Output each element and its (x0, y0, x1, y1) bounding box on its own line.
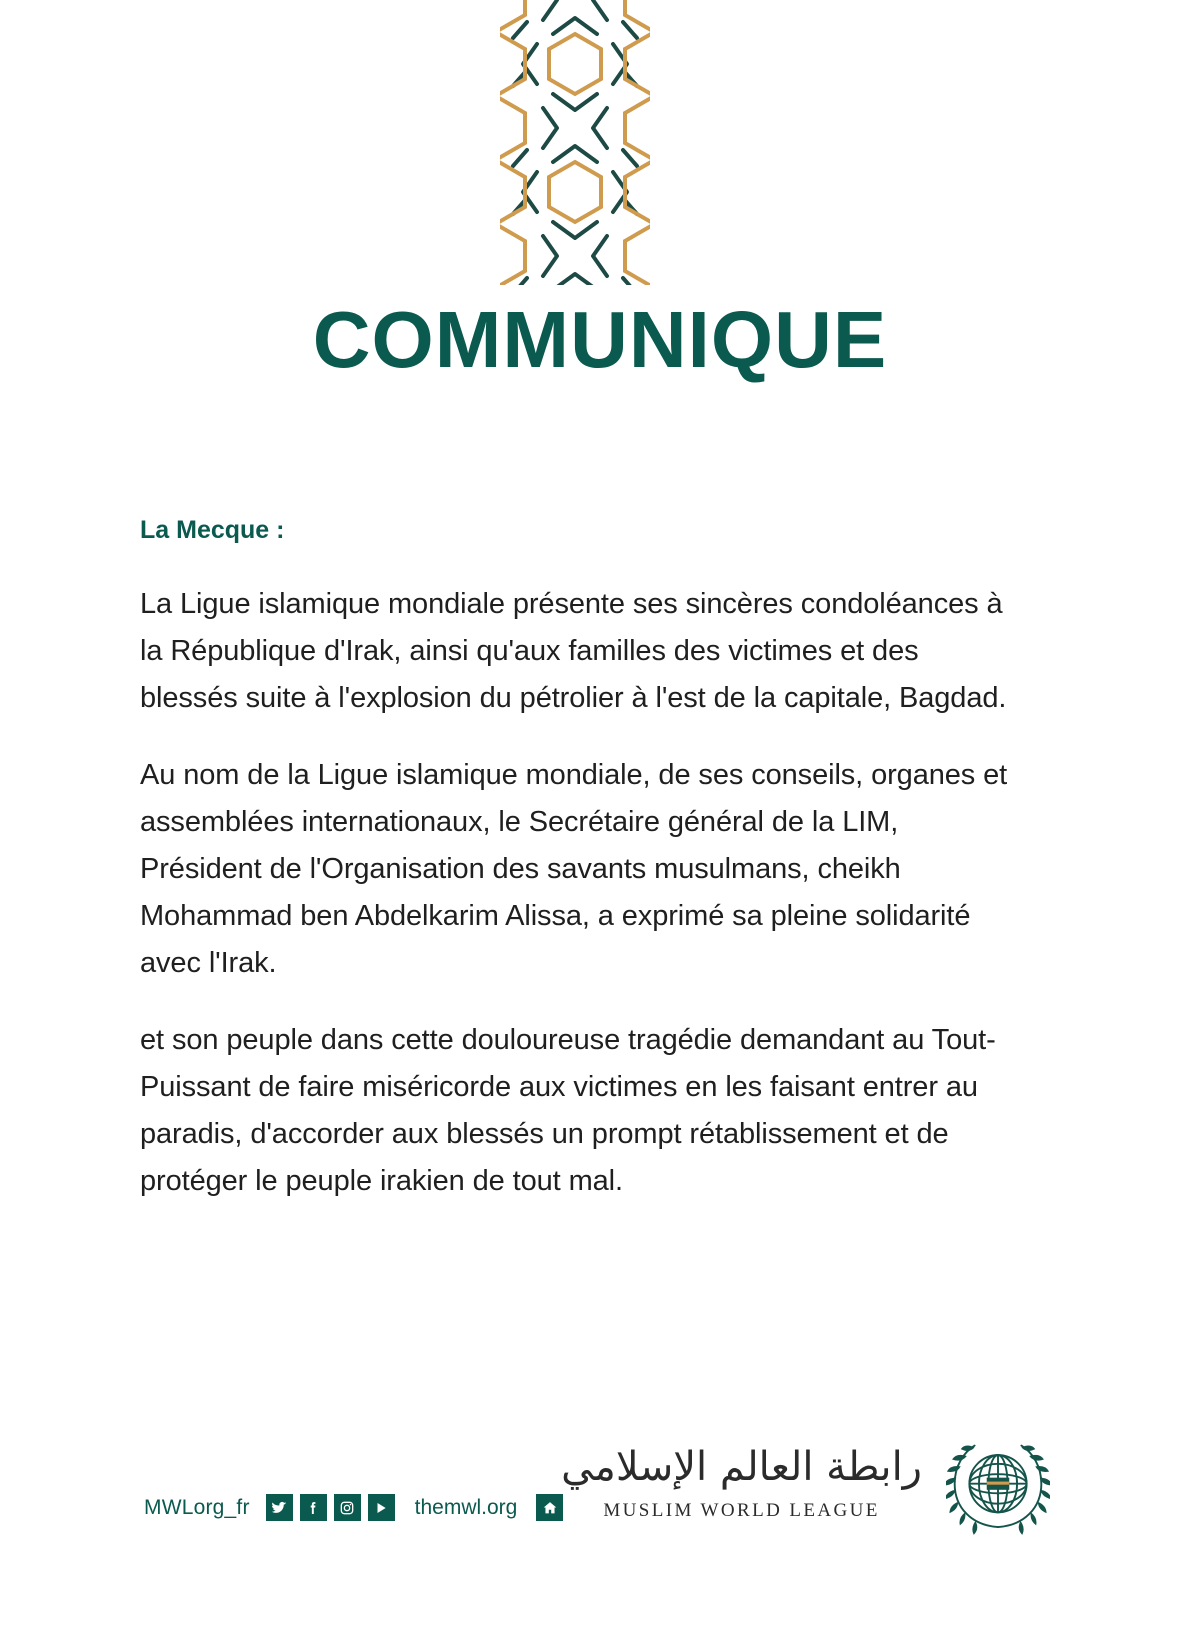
website-url: themwl.org (414, 1495, 518, 1519)
twitter-icon[interactable] (266, 1494, 293, 1521)
mwl-latin-name: MUSLIM WORLD LEAGUE (603, 1500, 880, 1521)
play-triangle-glyph (374, 1501, 388, 1515)
mwl-logo-text (561, 1442, 922, 1522)
article-body (140, 515, 1020, 1205)
social-handle: MWLorg_fr (144, 1495, 250, 1519)
footer-social-bar (144, 1494, 563, 1521)
mwl-logo (561, 1424, 1050, 1540)
facebook-f-glyph (305, 1500, 321, 1516)
dateline: La Mecque : (140, 516, 285, 544)
header-ornament (0, 0, 1200, 290)
footer (0, 1394, 1200, 1644)
paragraph-3: et son peuple dans cette douloureuse tragédie demandant au Tout-Puissant de faire miséricorde aux victimes en les faisant entrer au paradis, d'accorder aux blessés un prompt rétablissement et de protéger le peuple irakien de tout mal. (140, 1023, 996, 1197)
youtube-icon[interactable] (368, 1494, 395, 1521)
paragraph-1: La Ligue islamique mondiale présente ses sincères condoléances à la République d'Irak, ainsi qu'aux familles des victimes et des blessés suite à l'explosion du pétrolier à l'est de la capitale, Bagdad. (140, 588, 1007, 714)
instagram-icon[interactable] (334, 1494, 361, 1521)
title-container (0, 295, 1200, 384)
home-icon[interactable] (536, 1494, 563, 1521)
facebook-icon[interactable] (300, 1494, 327, 1521)
twitter-bird-glyph (271, 1500, 287, 1516)
mwl-arabic-name: رابطة العالم الإسلامي (561, 1444, 922, 1490)
social-icons (266, 1494, 395, 1521)
mwl-globe-wreath-emblem (946, 1424, 1050, 1540)
paragraph-2: Au nom de la Ligue islamique mondiale, de ses conseils, organes et assemblées internationaux, le Secrétaire général de la LIM, Président de l'Organisation des savants musulmans, cheikh Mohammad ben Abdelkarim Alissa, a exprimé sa pleine solidarité avec l'Irak. (140, 758, 1008, 979)
islamic-geometric-pattern (0, 0, 1200, 290)
page-title: COMMUNIQUE (312, 295, 888, 384)
instagram-camera-glyph (339, 1500, 355, 1516)
home-glyph (542, 1500, 558, 1516)
